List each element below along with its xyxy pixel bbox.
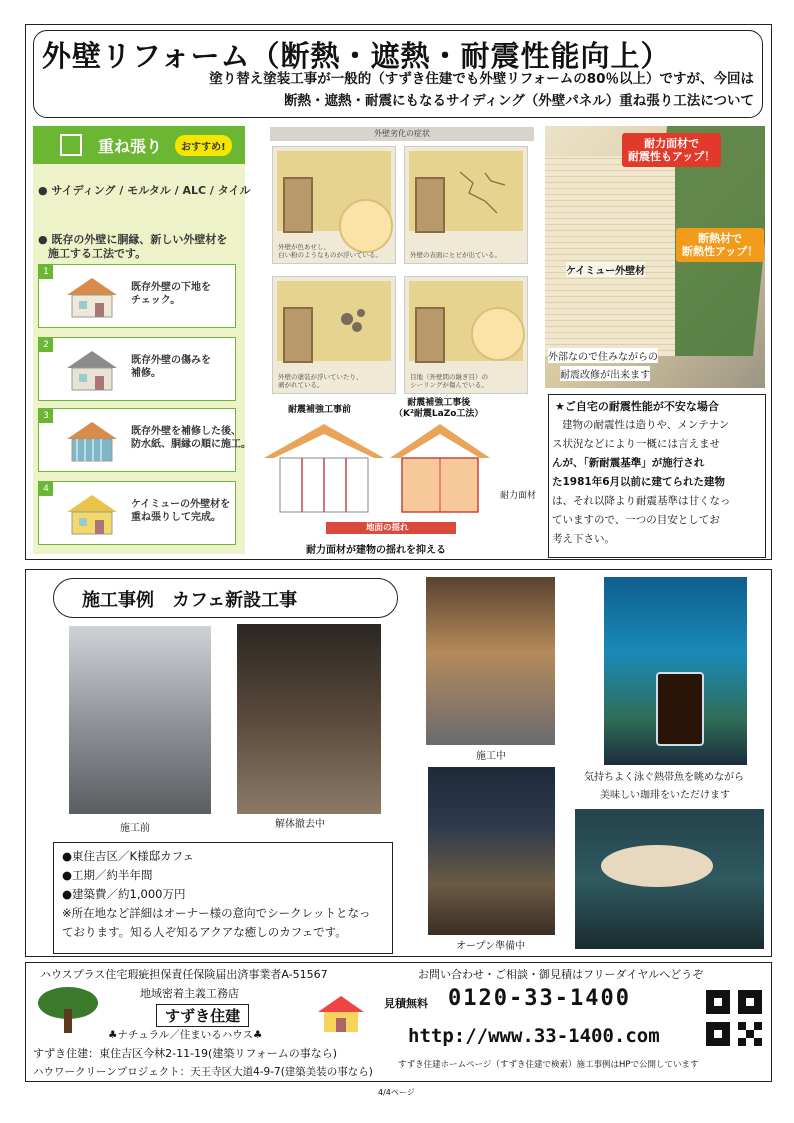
caption-aquarium-1: 気持ちよく泳ぐ熱帯魚を眺めながら <box>584 772 744 783</box>
step-number: 3 <box>39 409 53 423</box>
step-2 <box>38 337 236 401</box>
sealing-zoom-icon <box>471 307 525 361</box>
photo-open-prep <box>428 767 555 935</box>
deterioration-header: 外壁劣化の症状 <box>270 127 534 141</box>
info-period: ●工期／約半年間 <box>62 868 153 882</box>
company-name: すずき住建 <box>156 1004 249 1027</box>
door-illustration <box>283 177 313 233</box>
page-title: 外壁リフォーム（断熱・遮熱・耐震性能向上） <box>42 39 671 73</box>
tree-logo-icon <box>36 985 100 1035</box>
local-builder-line: 地域密着主義工務店 <box>140 987 239 1000</box>
exterior-caption-1: 外部なので住みながらの <box>548 348 658 363</box>
slogan: ♣ナチュラル／住まいるハウス♣ <box>108 1029 263 1041</box>
after-reinforcement-label: 耐震補強工事後 （K²耐震LaZo工法） <box>394 398 484 419</box>
caption-construction: 施工中 <box>476 751 506 762</box>
method-desc-2: 施工する工法です。 <box>48 247 147 260</box>
note-line-4: た1981年6月以前に建てられた建物 <box>552 476 726 488</box>
exterior-caption-2: 耐震改修が出来ます <box>560 366 650 381</box>
website-url[interactable]: http://www.33-1400.com <box>408 1025 660 1047</box>
member-label: 耐力面材 <box>500 491 537 501</box>
note-line-3: んが、「新耐震基準」が施行され <box>552 457 705 469</box>
peeling-icon <box>335 305 375 335</box>
caption-before: 施工前 <box>120 823 150 834</box>
address-suzuki: すずき住建：東住吉区今林2-11-19(建築リフォームの事なら) <box>33 1047 338 1060</box>
photo-aquarium-coffee <box>604 577 747 765</box>
pane-caption: 外壁の塗装が浮いていたり、 剥がれている。 <box>278 373 363 389</box>
material-label: ケイミュー外壁材 <box>566 262 645 277</box>
info-cost: ●建築費／約1,000万円 <box>62 887 186 901</box>
insulation-badge: 断熱材で 断熱性アップ！ <box>676 228 764 262</box>
caption-demolition: 解体撤去中 <box>275 819 325 830</box>
step-number: 4 <box>39 482 53 496</box>
caption-open-prep: オープン準備中 <box>456 941 526 952</box>
deterioration-pane-sealing <box>404 276 528 394</box>
ground-shake-label: 地面の揺れ <box>366 523 409 533</box>
crack-icon <box>455 167 515 217</box>
deterioration-pane-chalking <box>272 146 396 264</box>
coffee-glass <box>656 672 704 746</box>
recommend-badge: おすすめ! <box>175 135 232 156</box>
address-clean-project: ハウワークリーンプロジェクト：天王寺区大道4-9-7(建築美装の事なら) <box>33 1066 373 1078</box>
fish-shape <box>601 845 713 887</box>
photo-before <box>69 626 211 814</box>
step-3 <box>38 408 251 472</box>
step-4 <box>38 481 236 545</box>
door-illustration <box>415 177 445 233</box>
seismic-badge: 耐力面材で 耐震性もアップ！ <box>622 133 721 167</box>
subtitle-line-2: 断熱・遮熱・耐震にもなるサイディング（外壁パネル）重ね張り工法について <box>284 93 754 109</box>
pane-caption: 外壁が色あせし、 白い粉のようなものが浮いている。 <box>278 243 382 259</box>
step-number: 2 <box>39 338 53 352</box>
pane-caption: 外壁の表面にヒビが出ている。 <box>410 251 501 259</box>
house-icon <box>63 492 121 536</box>
phone-number[interactable]: 0120-33-1400 <box>448 986 631 1011</box>
step-text: ケイミューの外壁材を 重ね張りして完成。 <box>131 499 231 523</box>
door-illustration <box>415 307 445 363</box>
before-reinforcement-label: 耐震補強工事前 <box>288 405 352 415</box>
method-desc-1: ● 既存の外壁に胴縁、新しい外壁材を <box>38 233 228 246</box>
house-icon <box>63 348 121 392</box>
note-line-7: 考え下さい。 <box>552 533 615 545</box>
house-before-diagram <box>262 420 386 520</box>
info-note-1: ※所在地など詳細はオーナー様の意向でシークレットとなっ <box>62 906 371 920</box>
info-note-2: ております。知る人ぞ知るアクアな癒しのカフェです。 <box>62 925 347 939</box>
photo-construction <box>426 577 555 745</box>
deterioration-pane-cracks <box>404 146 528 264</box>
contact-line: お問い合わせ・ご相談・御見積はフリーダイヤルへどうぞ <box>418 968 704 981</box>
step-text: 既存外壁を補修した後、 防水紙、胴縁の順に施工。 <box>131 426 251 450</box>
panel-icon <box>60 134 82 156</box>
note-line-2: ス状況などにより一概には言えませ <box>552 438 720 450</box>
step-text: 既存外壁の傷みを 補修。 <box>131 355 211 379</box>
overlay-method-label: 重ね張り <box>98 137 163 156</box>
house-icon <box>63 275 121 319</box>
info-location: ●東住吉区／K様邸カフェ <box>62 849 194 863</box>
step-1 <box>38 264 236 328</box>
step-number: 1 <box>39 265 53 279</box>
step-text: 既存外壁の下地を チェック。 <box>131 282 211 306</box>
house-after-diagram <box>388 420 492 520</box>
pane-caption: 目地（外壁間の継ぎ目）の シーリングが傷んでいる。 <box>410 373 488 389</box>
note-title: ★ご自宅の耐震性能が不安な場合 <box>555 400 719 413</box>
web-note: すずき住建ホームページ（すずき住建で検索）施工事例はHPで公開しています <box>398 1060 699 1070</box>
insurance-line: ハウスプラス住宅瑕疵担保責任保険届出済事業者A-51567 <box>40 968 328 981</box>
note-line-5: は、それ以降より耐震基準は甘くなっ <box>552 495 731 507</box>
free-estimate-label: 見積無料 <box>384 997 428 1010</box>
note-line-1: 建物の耐震性は造りや、メンテナン <box>562 419 730 431</box>
house-icon <box>63 419 121 463</box>
materials-line: ● サイディング / モルタル / ALC / タイル <box>38 184 251 197</box>
photo-demolition <box>237 624 381 814</box>
note-line-6: ていますので、一つの目安としてお <box>552 514 720 526</box>
siding-panel <box>545 156 675 356</box>
deterioration-pane-peeling <box>272 276 396 394</box>
subtitle-line-1: 塗り替え塗装工事が一般的（すずき住建でも外壁リフォームの80％以上）ですが、今回は <box>209 71 754 87</box>
case-title: 施工事例 カフェ新設工事 <box>82 590 298 611</box>
qr-code-icon[interactable] <box>706 990 762 1046</box>
caption-aquarium-2: 美味しい珈琲をいただけます <box>600 790 730 801</box>
door-illustration <box>283 307 313 363</box>
page-number: 4/4ページ <box>378 1088 415 1097</box>
house-logo-icon <box>314 994 368 1034</box>
member-caption: 耐力面材が建物の揺れを抑える <box>306 545 446 556</box>
photo-arowana-tank <box>575 809 764 949</box>
